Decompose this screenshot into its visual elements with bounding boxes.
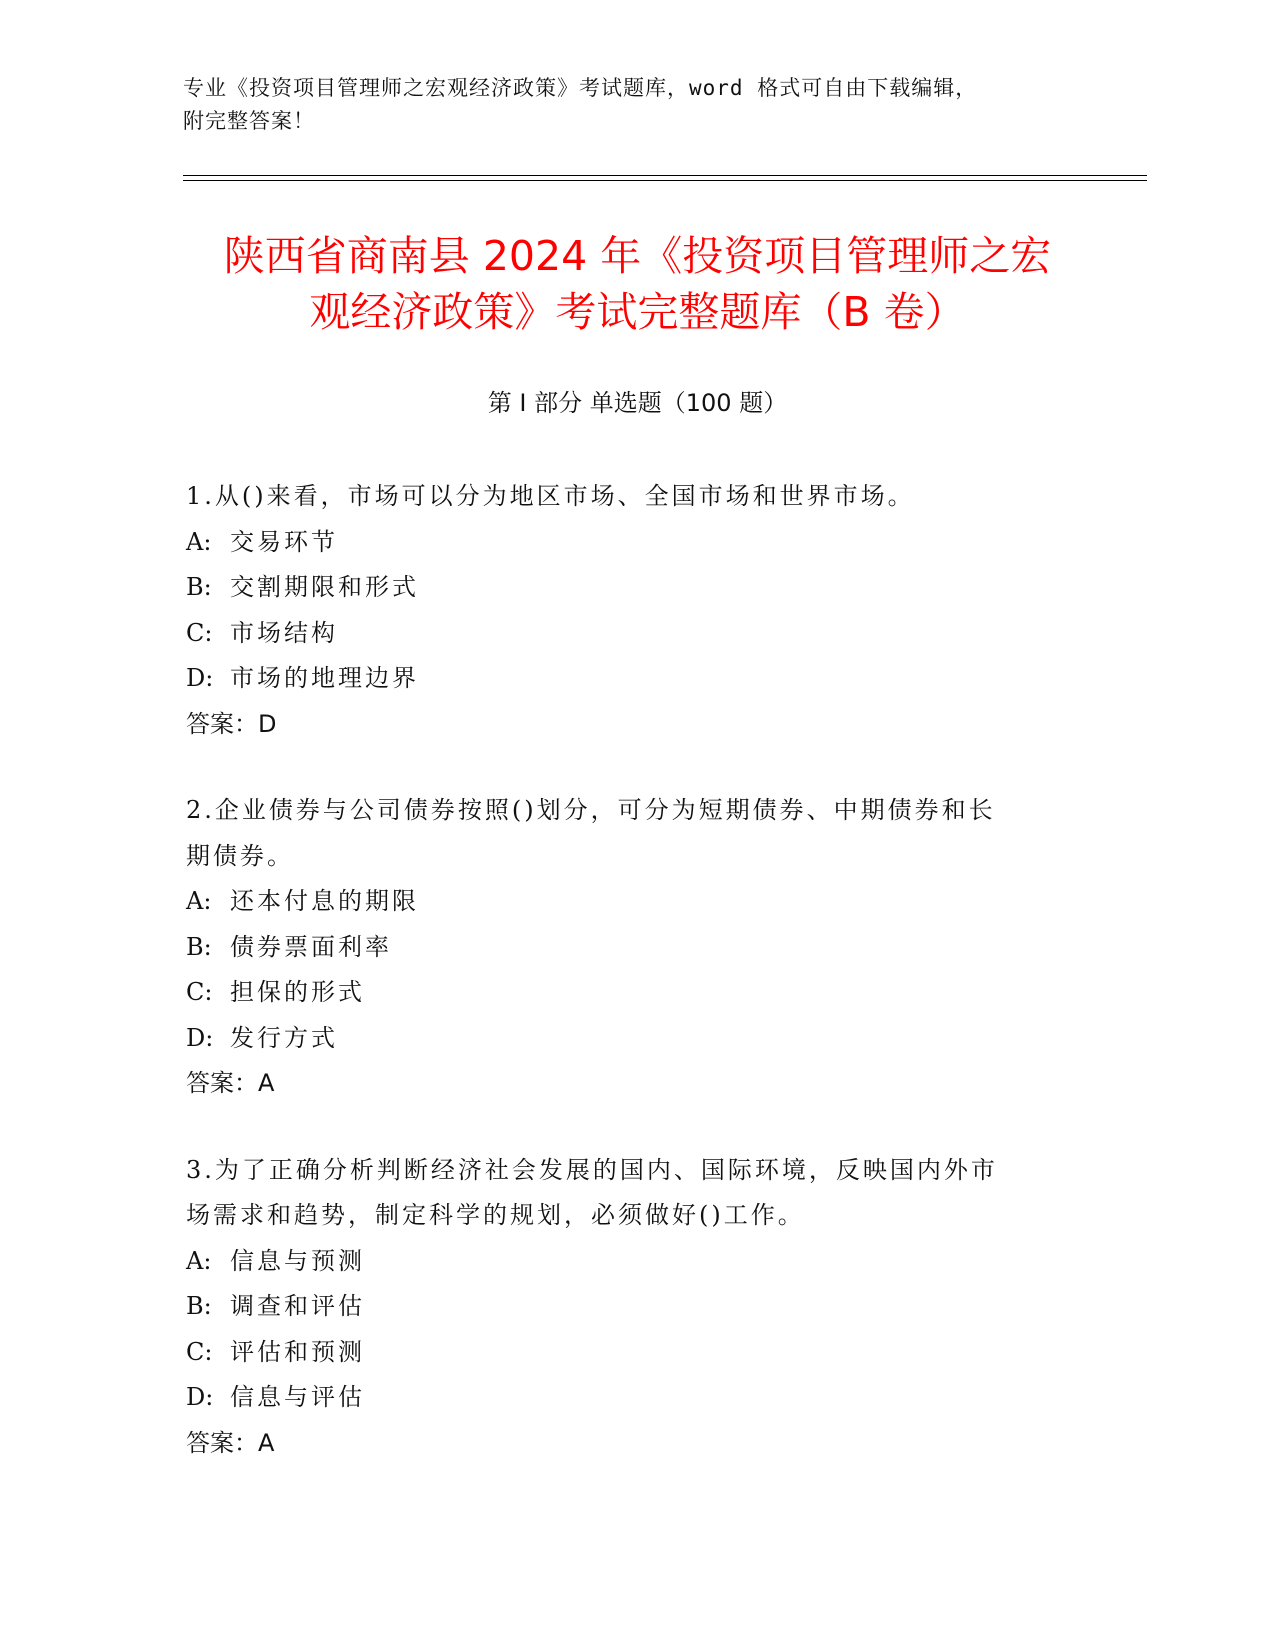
question-text-continued: 期债券。 (186, 841, 294, 870)
option-text: 担保的形式 (230, 978, 365, 1006)
question-text: 1.从()来看，市场可以分为地区市场、全国市场和世界市场。 (186, 482, 915, 510)
option-key: C: (186, 978, 213, 1006)
option-text: 市场的地理边界 (230, 664, 419, 692)
option-key: A: (186, 527, 212, 556)
option-text: 信息与预测 (230, 1246, 365, 1275)
question-text-continued: 场需求和趋势，制定科学的规划，必须做好()工作。 (186, 1201, 805, 1229)
header-divider-bottom (183, 180, 1147, 181)
option-c (186, 611, 1066, 657)
question-2 (186, 788, 1066, 1107)
answer: 答案：A (186, 1428, 275, 1457)
question-1 (186, 474, 1066, 747)
option-key: B: (186, 1292, 212, 1320)
option-a (186, 520, 1066, 566)
option-c (186, 970, 1066, 1016)
option-key: A: (186, 887, 212, 915)
option-key: C: (186, 618, 213, 647)
header-divider-top (183, 175, 1147, 176)
question-3 (186, 1148, 1066, 1467)
option-text: 市场结构 (230, 618, 338, 647)
answer: 答案：D (186, 709, 277, 738)
question-text: 3.为了正确分析判断经济社会发展的国内、国际环境，反映国内外市 (186, 1155, 998, 1184)
answer: 答案：A (186, 1069, 275, 1097)
option-b (186, 565, 1066, 611)
option-c (186, 1330, 1066, 1376)
header-note (183, 72, 1083, 138)
option-key: D: (186, 1383, 214, 1411)
option-key: A: (186, 1246, 212, 1275)
option-key: D: (186, 1023, 214, 1052)
option-key: B: (186, 932, 212, 961)
question-list (186, 474, 1066, 1507)
option-text: 调查和评估 (230, 1292, 365, 1320)
option-b (186, 925, 1066, 971)
section-title: 第 I 部分 单选题（100 题） (487, 389, 788, 417)
option-key: B: (186, 573, 212, 601)
option-key: D: (186, 664, 214, 692)
option-text: 信息与评估 (230, 1383, 365, 1411)
document-title-line-2: 观经济政策》考试完整题库（B 卷） (309, 288, 966, 336)
document-title (150, 228, 1125, 340)
header-note-line-2: 附完整答案！ (183, 109, 315, 133)
option-a (186, 1239, 1066, 1285)
document-title-line-1: 陕西省商南县 2024 年《投资项目管理师之宏 (223, 232, 1052, 280)
header-note-line-1: 专业《投资项目管理师之宏观经济政策》考试题库，word 格式可自由下载编辑， (183, 76, 978, 100)
option-a (186, 879, 1066, 925)
option-b (186, 1284, 1066, 1330)
option-key: C: (186, 1337, 213, 1366)
option-text: 债券票面利率 (230, 932, 392, 961)
option-d (186, 1375, 1066, 1421)
option-text: 还本付息的期限 (230, 887, 419, 915)
option-text: 发行方式 (230, 1023, 338, 1052)
option-d (186, 656, 1066, 702)
option-d (186, 1016, 1066, 1062)
option-text: 交割期限和形式 (230, 573, 419, 601)
question-text: 2.企业债券与公司债券按照()划分，可分为短期债券、中期债券和长 (186, 796, 996, 824)
option-text: 交易环节 (230, 527, 338, 556)
option-text: 评估和预测 (230, 1337, 365, 1366)
